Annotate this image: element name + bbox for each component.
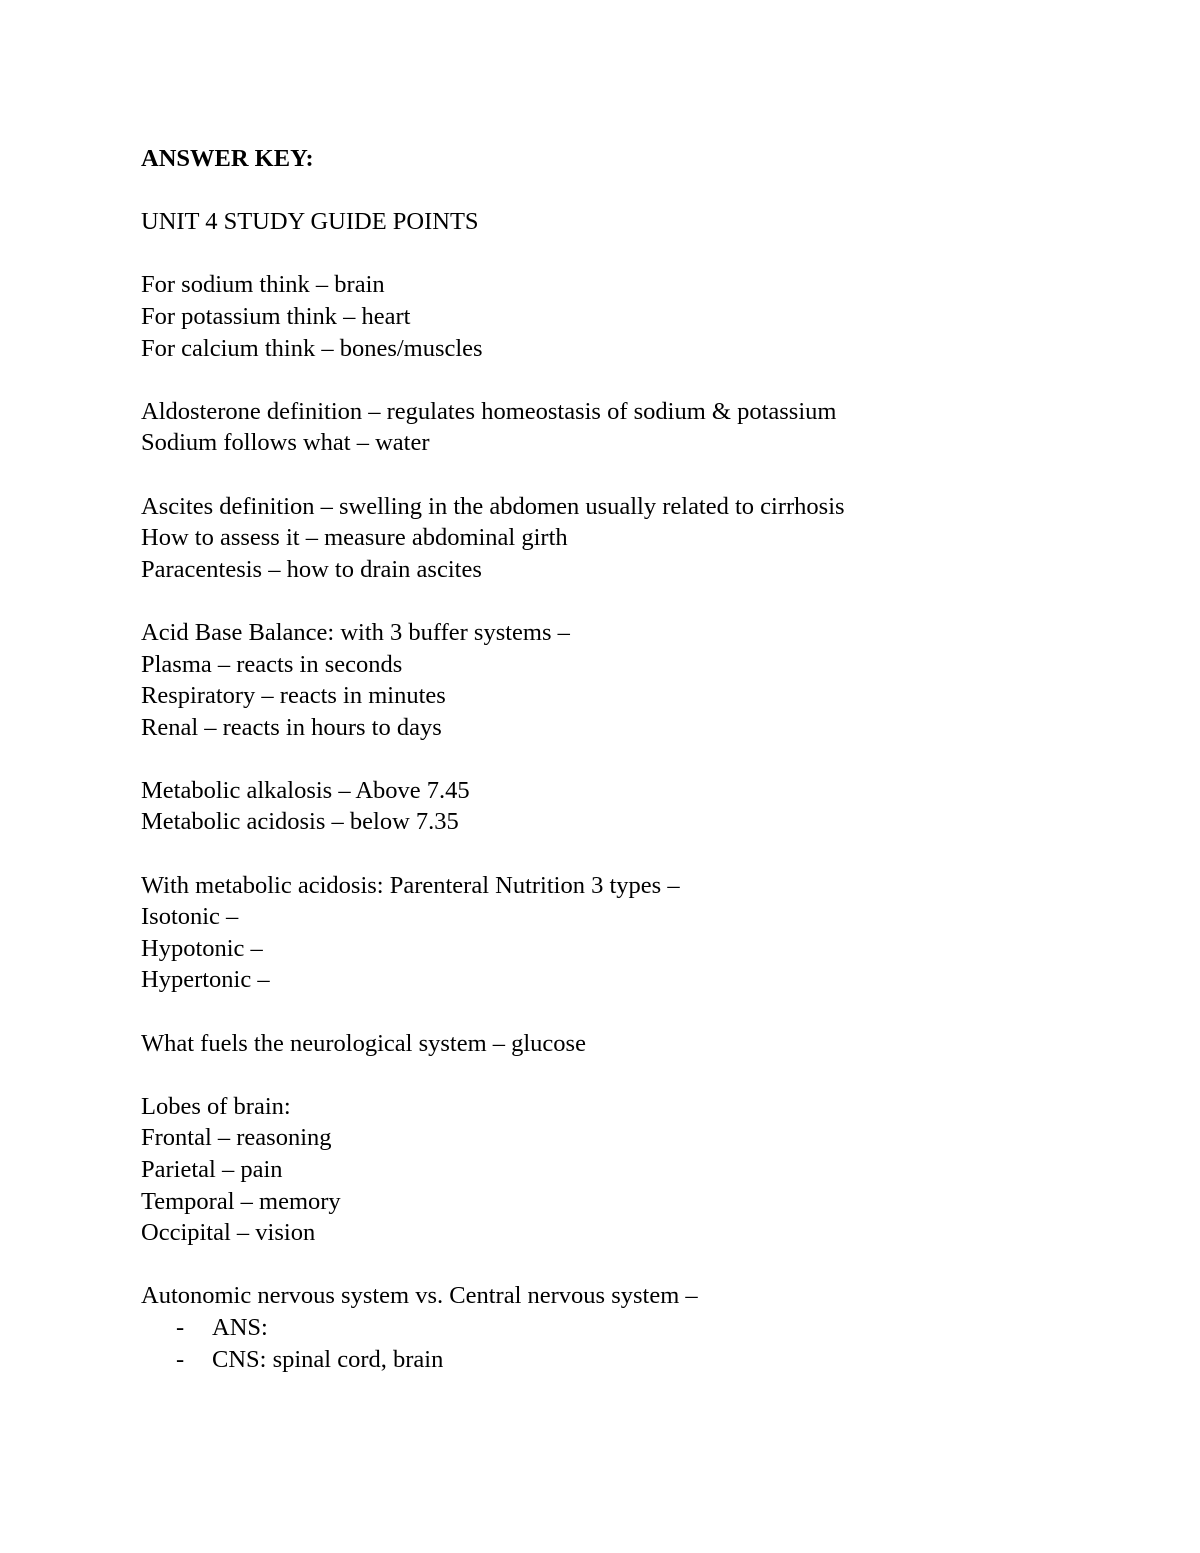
document-body: [141, 143, 1101, 1375]
electrolyte-line: For potassium think – heart: [141, 302, 411, 330]
spacer: [141, 838, 1101, 870]
spacer: [141, 364, 1101, 396]
acid-base-line: Acid Base Balance: with 3 buffer systems –: [141, 618, 570, 646]
nervous-system-intro: Autonomic nervous system vs. Central nervous system –: [141, 1282, 698, 1310]
ascites-line: Paracentesis – how to drain ascites: [141, 555, 482, 583]
parenteral-line: With metabolic acidosis: Parenteral Nutrition 3 types –: [141, 871, 680, 899]
ascites-line: How to assess it – measure abdominal girth: [141, 524, 568, 552]
aldosterone-line: Sodium follows what – water: [141, 429, 430, 457]
lobes-line: Temporal – memory: [141, 1187, 341, 1215]
lobes-line: Parietal – pain: [141, 1156, 283, 1183]
metabolic-line: Metabolic alkalosis – Above 7.45: [141, 776, 470, 804]
aldosterone-line: Aldosterone definition – regulates homeostasis of sodium & potassium: [141, 397, 837, 425]
bullet-item: [141, 1344, 1101, 1376]
parenteral-line: Hypertonic –: [141, 966, 270, 994]
electrolyte-line: For sodium think – brain: [141, 271, 385, 299]
lobes-line: Frontal – reasoning: [141, 1124, 332, 1152]
lobes-line: Lobes of brain:: [141, 1092, 291, 1120]
spacer: [141, 1059, 1101, 1091]
acid-base-line: Renal – reacts in hours to days: [141, 713, 442, 741]
acid-base-line: Plasma – reacts in seconds: [141, 650, 403, 678]
dash-bullet-icon: -: [176, 1345, 185, 1373]
spacer: [141, 459, 1101, 491]
bullet-text: ANS:: [212, 1313, 268, 1341]
spacer: [141, 585, 1101, 617]
spacer: [141, 996, 1101, 1028]
spacer: [141, 175, 1101, 207]
spacer: [141, 238, 1101, 270]
parenteral-line: Hypotonic –: [141, 934, 263, 962]
spacer: [141, 1249, 1101, 1281]
bullet-item: [141, 1312, 1101, 1344]
electrolyte-line: For calcium think – bones/muscles: [141, 334, 483, 362]
neuro-fuel-line: What fuels the neurological system – glucose: [141, 1029, 586, 1057]
bullet-text: CNS: spinal cord, brain: [212, 1345, 444, 1373]
lobes-line: Occipital – vision: [141, 1219, 316, 1247]
dash-bullet-icon: -: [176, 1313, 185, 1341]
metabolic-line: Metabolic acidosis – below 7.35: [141, 808, 459, 836]
answer-key-heading: ANSWER KEY:: [141, 145, 314, 172]
acid-base-line: Respiratory – reacts in minutes: [141, 682, 446, 710]
ascites-line: Ascites definition – swelling in the abdomen usually related to cirrhosis: [141, 492, 845, 520]
unit-title: UNIT 4 STUDY GUIDE POINTS: [141, 208, 479, 236]
parenteral-line: Isotonic –: [141, 903, 239, 931]
spacer: [141, 743, 1101, 775]
